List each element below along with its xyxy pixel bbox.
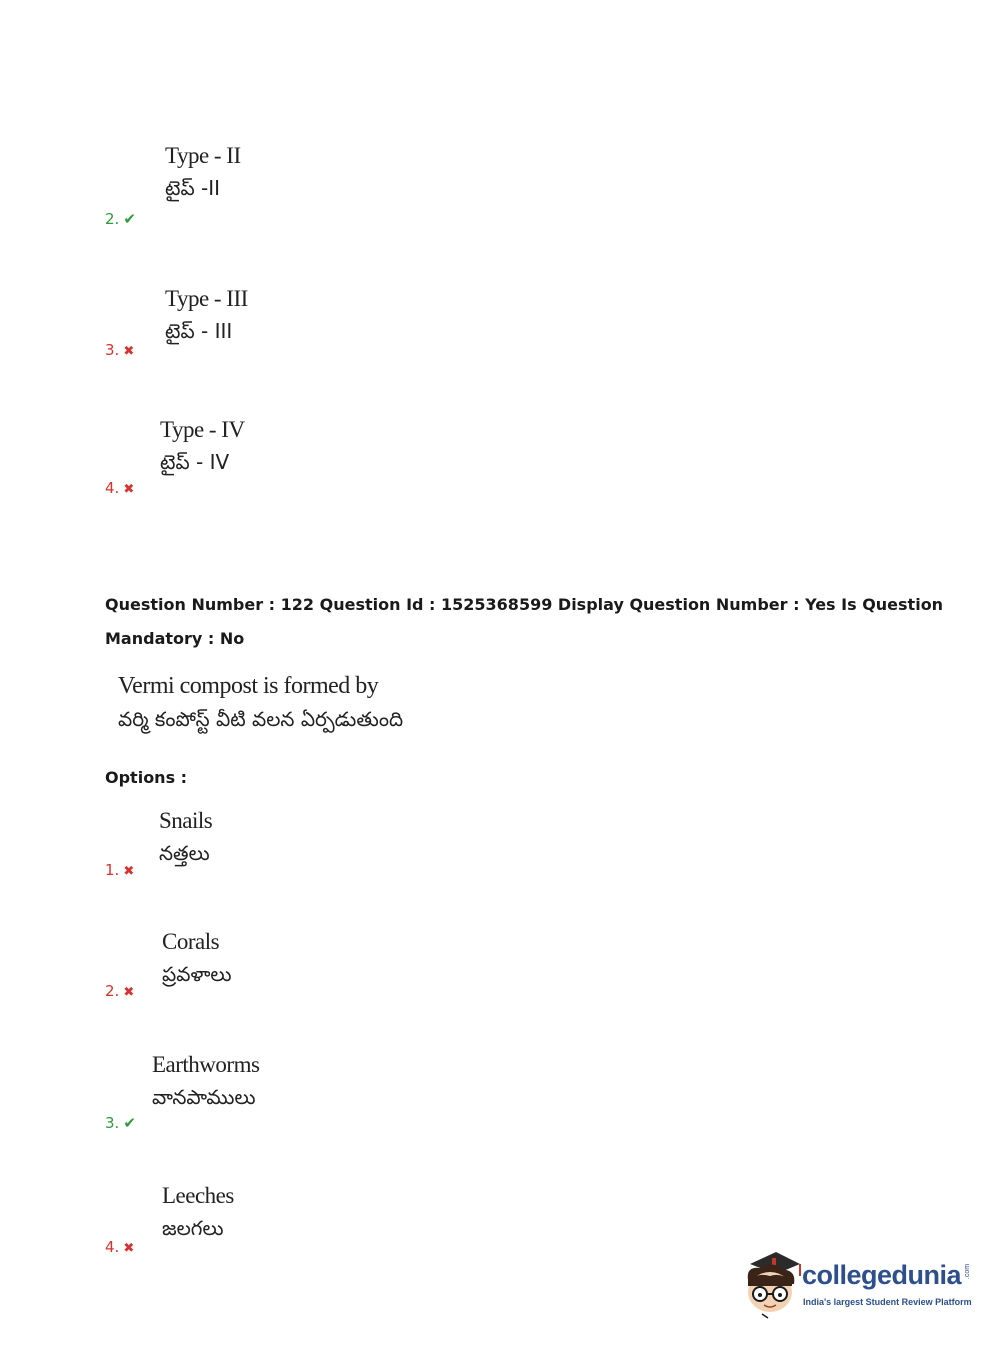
option-image bbox=[160, 414, 245, 478]
option-image bbox=[159, 805, 212, 869]
mascot-icon bbox=[742, 1250, 804, 1320]
option-image bbox=[162, 926, 232, 990]
option-number: 3. ✖ bbox=[105, 341, 135, 359]
option-text-en: Snails bbox=[159, 808, 213, 833]
option-text-en: Earthworms bbox=[152, 1052, 260, 1077]
logo-tagline: India's largest Student Review Platform bbox=[803, 1297, 972, 1307]
option-text-en: Corals bbox=[162, 929, 220, 954]
option-text-en: Type - II bbox=[165, 143, 241, 168]
question-meta-line2: Mandatory : No bbox=[105, 629, 245, 648]
option-number: 4. ✖ bbox=[105, 479, 135, 497]
question-text-te: వర్మి కంపోస్ట్ వీటి వలన ఏర్పడుతుంది bbox=[118, 707, 404, 731]
question-text bbox=[118, 670, 403, 736]
logo-suffix: .com bbox=[964, 1263, 972, 1280]
option-image bbox=[165, 283, 248, 347]
option-text-te: టైప్ -II bbox=[165, 176, 221, 200]
option-number: 3. ✔ bbox=[105, 1114, 136, 1132]
option-text-en: Type - IV bbox=[160, 417, 245, 442]
cross-icon: ✖ bbox=[123, 864, 135, 879]
option-image bbox=[165, 140, 241, 204]
cross-icon: ✖ bbox=[123, 482, 135, 497]
option-number: 1. ✖ bbox=[105, 861, 135, 879]
option-text-en: Leeches bbox=[162, 1183, 234, 1208]
option-text-en: Type - III bbox=[165, 286, 248, 311]
cross-icon: ✖ bbox=[123, 1241, 135, 1256]
option-text-te: వానపాములు bbox=[152, 1085, 256, 1109]
cross-icon: ✖ bbox=[123, 344, 135, 359]
check-icon: ✔ bbox=[123, 1114, 136, 1132]
cross-icon: ✖ bbox=[123, 985, 135, 1000]
logo-name: collegedunia bbox=[802, 1260, 962, 1290]
option-number: 4. ✖ bbox=[105, 1238, 135, 1256]
option-text-te: టైప్ - IV bbox=[160, 450, 230, 474]
option-text-te: జలగలు bbox=[162, 1216, 224, 1240]
question-meta-line1: Question Number : 122 Question Id : 1525368599 Display Question Number : Yes Is Question bbox=[105, 595, 944, 614]
option-number: 2. ✔ bbox=[105, 210, 136, 228]
option-image bbox=[162, 1180, 234, 1244]
question-text-en: Vermi compost is formed by bbox=[118, 673, 379, 699]
option-text-te: నత్తలు bbox=[159, 841, 210, 865]
check-icon: ✔ bbox=[123, 210, 136, 228]
collegedunia-logo bbox=[742, 1250, 972, 1320]
option-image bbox=[152, 1049, 259, 1113]
option-text-te: టైప్ - III bbox=[165, 319, 233, 343]
options-label: Options : bbox=[105, 768, 188, 787]
option-number: 2. ✖ bbox=[105, 982, 135, 1000]
option-text-te: ప్రవళాలు bbox=[162, 962, 232, 986]
